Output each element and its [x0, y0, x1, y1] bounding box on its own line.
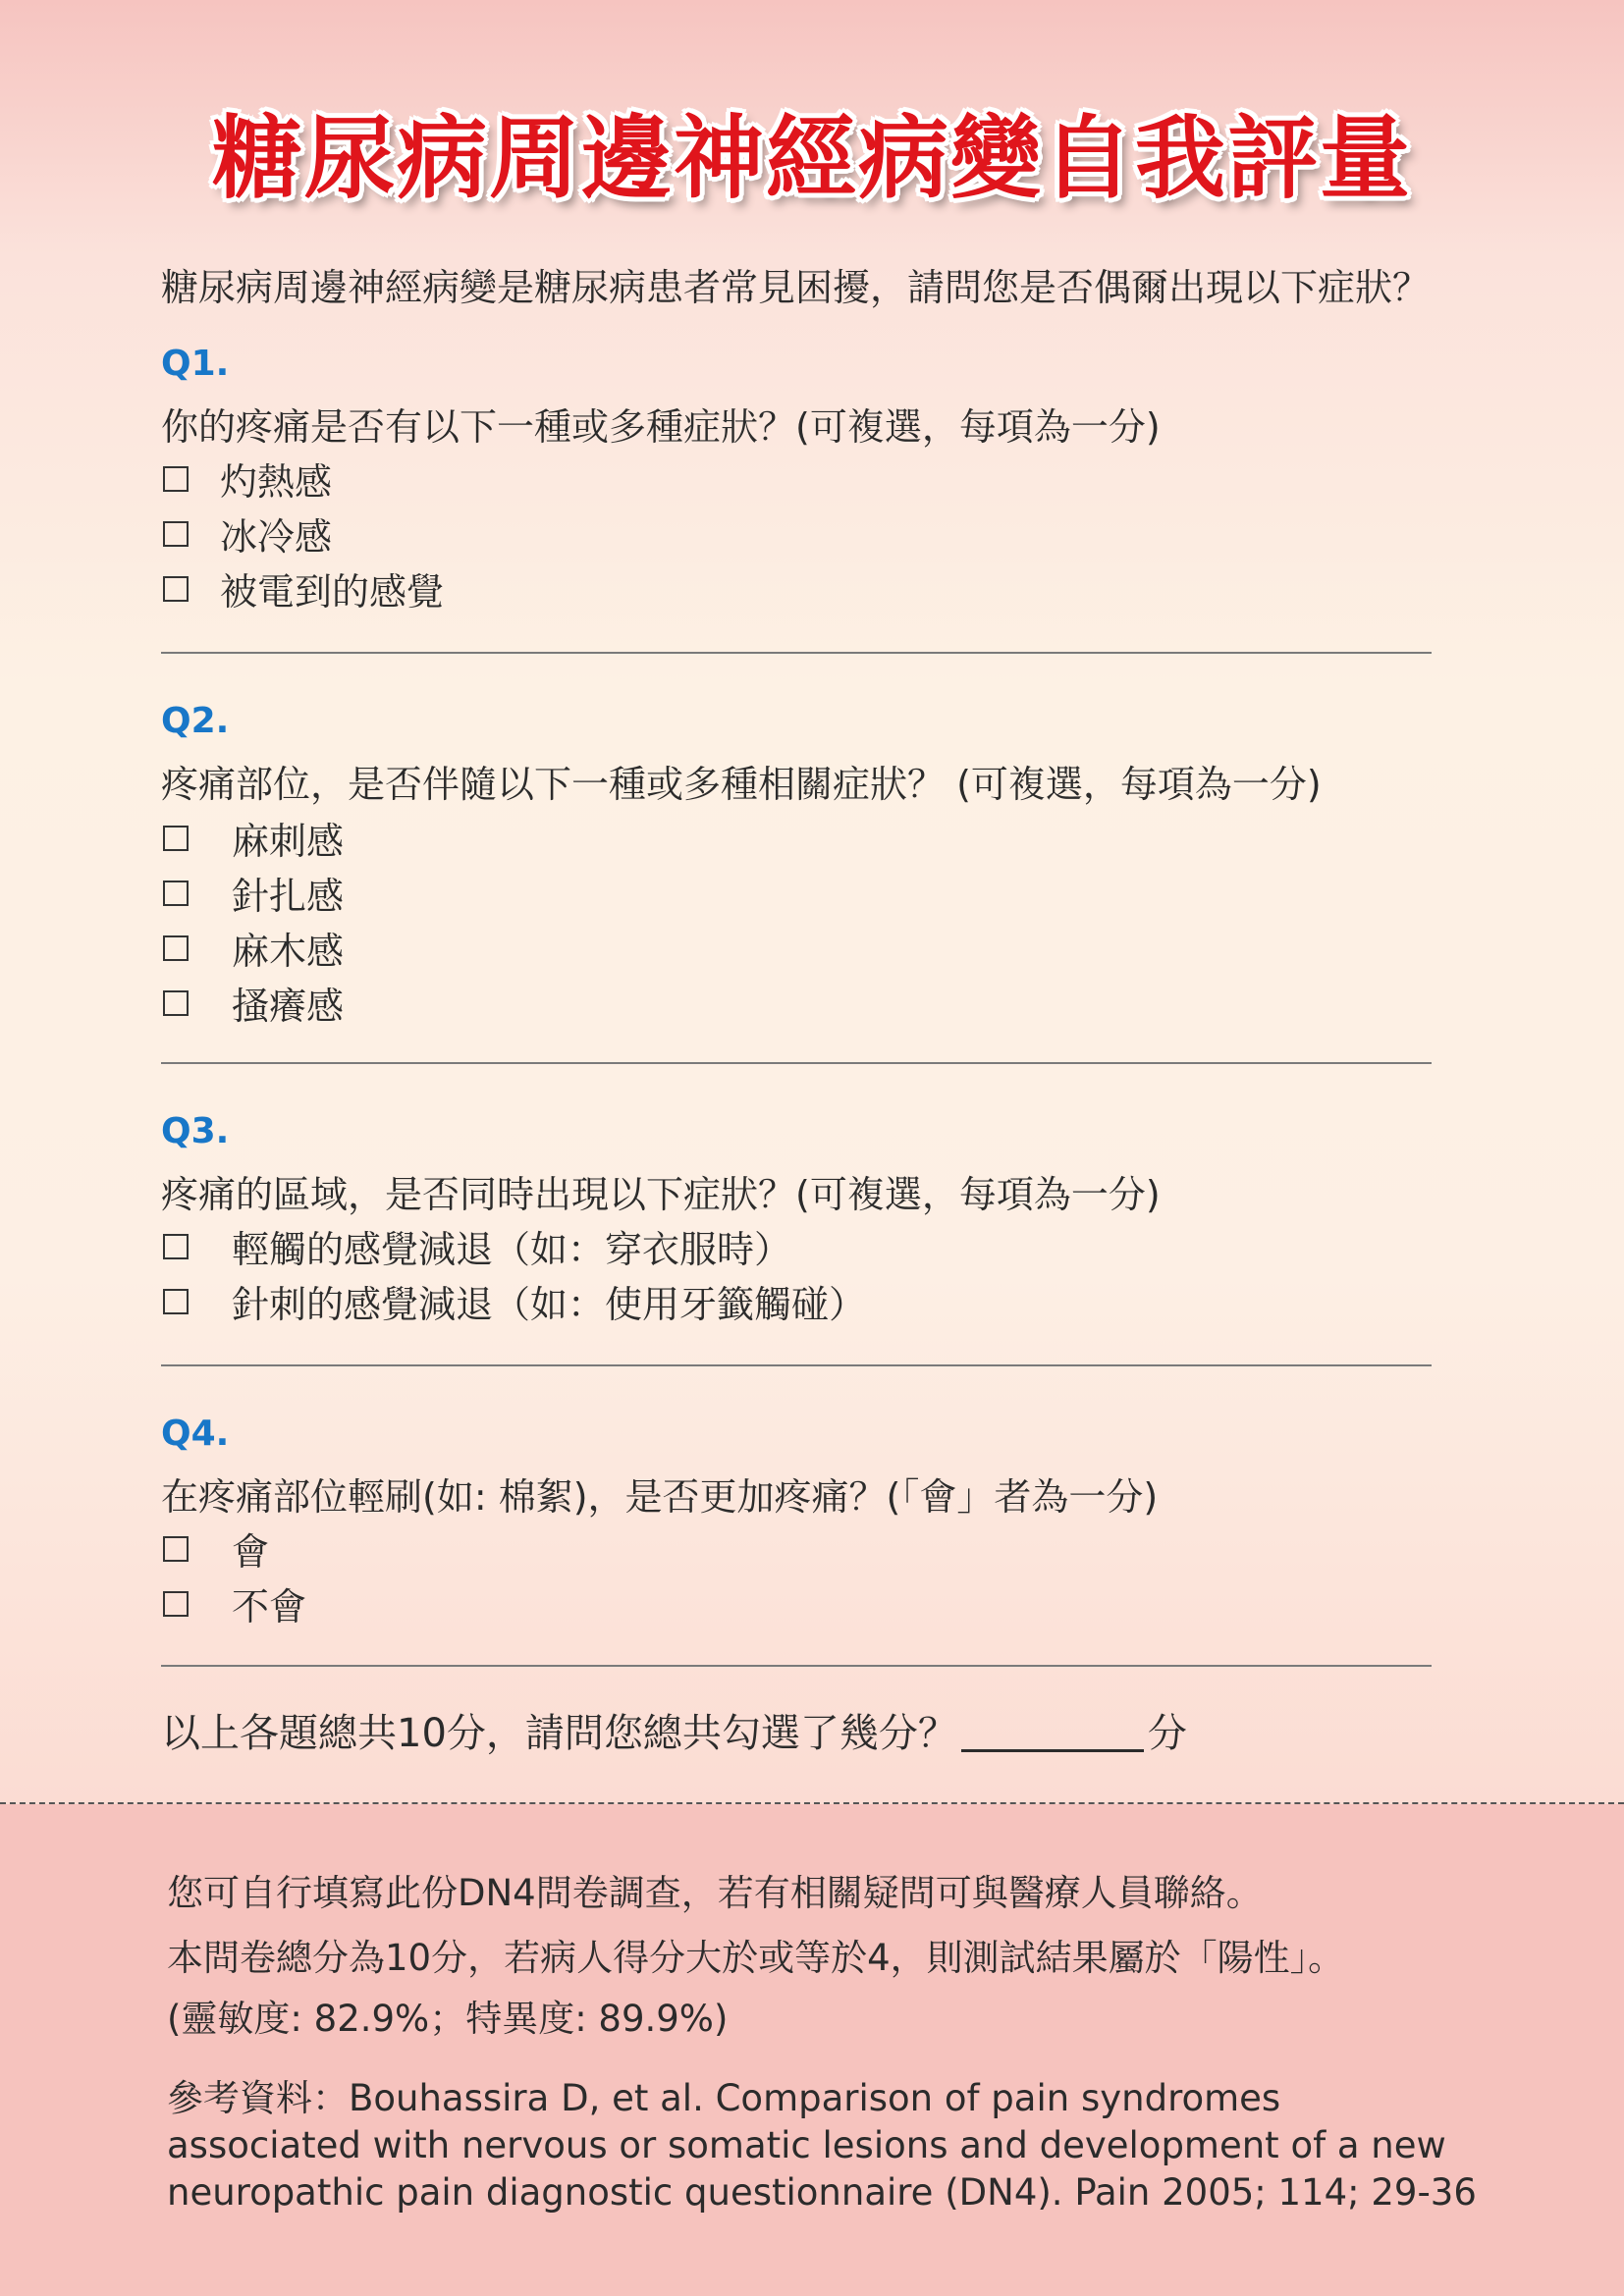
option-label: 會: [232, 1530, 270, 1574]
option-label: 針扎感: [232, 875, 345, 918]
note-line-2: 本問卷總分為10分，若病人得分大於或等於4，則測試結果屬於「陽性」。: [167, 1937, 1345, 1979]
dashed-separator: [0, 1802, 1624, 1804]
q2-option-4[interactable]: [163, 976, 344, 1030]
total-prompt: 以上各題總共10分，請問您總共勾選了幾分？: [161, 1711, 957, 1756]
q4-text: 在疼痛部位輕刷(如: 棉絮)，是否更加疼痛？(「會」者為一分): [161, 1475, 1159, 1519]
total-unit: 分: [1147, 1711, 1187, 1756]
q1-option-2[interactable]: [163, 507, 332, 561]
q1-option-1[interactable]: [163, 452, 332, 506]
checkbox[interactable]: [163, 990, 189, 1016]
option-label: 針刺的感覺減退（如：使用牙籤觸碰）: [232, 1283, 867, 1326]
section-divider: [161, 1062, 1432, 1064]
checkbox[interactable]: [163, 576, 189, 602]
option-label: 麻木感: [232, 930, 345, 973]
q2-label: Q2.: [161, 701, 230, 741]
option-label: 冰冷感: [220, 515, 333, 559]
note-line-3: (靈敏度: 82.9%；特異度: 89.9%): [167, 1998, 729, 2040]
section-divider: [161, 1364, 1432, 1366]
total-score-line: [161, 1702, 1187, 1758]
q3-option-2[interactable]: [163, 1274, 866, 1328]
option-label: 不會: [232, 1585, 307, 1629]
q4-label: Q4.: [161, 1414, 230, 1454]
option-label: 麻刺感: [232, 820, 345, 863]
page-title: 糖尿病周邊神經病變自我評量: [211, 106, 1412, 211]
q4-option-2[interactable]: [163, 1576, 306, 1630]
note-line-1: 您可自行填寫此份DN4問卷調查，若有相關疑問可與醫療人員聯絡。: [167, 1872, 1263, 1914]
reference-text: 參考資料：Bouhassira D, et al. Comparison of pain syndromes associated with nervous or somatic lesions and development of a new neuropathic pain diagnostic questionnaire (DN4). Pain 2005; 114; 29-36: [167, 2077, 1477, 2214]
option-label: 灼熱感: [220, 460, 333, 504]
section-divider: [161, 1665, 1432, 1667]
q2-option-1[interactable]: [163, 811, 344, 865]
q1-option-3[interactable]: [163, 561, 444, 615]
option-label: 輕觸的感覺減退（如：穿衣服時）: [232, 1228, 792, 1271]
checkbox[interactable]: [163, 826, 189, 851]
intro-text: 糖尿病周邊神經病變是糖尿病患者常見困擾，請問您是否偶爾出現以下症狀？: [161, 266, 1431, 309]
q1-label: Q1.: [161, 344, 230, 384]
checkbox[interactable]: [163, 881, 189, 906]
section-divider: [161, 652, 1432, 654]
q1-text: 你的疼痛是否有以下一種或多種症狀？(可複選，每項為一分): [161, 405, 1161, 449]
checkbox[interactable]: [163, 1591, 189, 1617]
score-blank-field[interactable]: [961, 1712, 1144, 1752]
checkbox[interactable]: [163, 1234, 189, 1259]
q3-text: 疼痛的區域，是否同時出現以下症狀？(可複選，每項為一分): [161, 1173, 1161, 1216]
checkbox[interactable]: [163, 1536, 189, 1562]
q4-option-1[interactable]: [163, 1522, 269, 1575]
q3-label: Q3.: [161, 1111, 230, 1151]
checkbox[interactable]: [163, 466, 189, 492]
checkbox[interactable]: [163, 935, 189, 961]
q2-text: 疼痛部位，是否伴隨以下一種或多種相關症狀？ (可複選，每項為一分): [161, 763, 1322, 806]
q2-option-3[interactable]: [163, 921, 344, 975]
checkbox[interactable]: [163, 521, 189, 547]
q3-option-1[interactable]: [163, 1219, 791, 1273]
checkbox[interactable]: [163, 1289, 189, 1314]
option-label: 搔癢感: [232, 985, 345, 1028]
option-label: 被電到的感覺: [220, 570, 445, 614]
q2-option-2[interactable]: [163, 866, 344, 920]
